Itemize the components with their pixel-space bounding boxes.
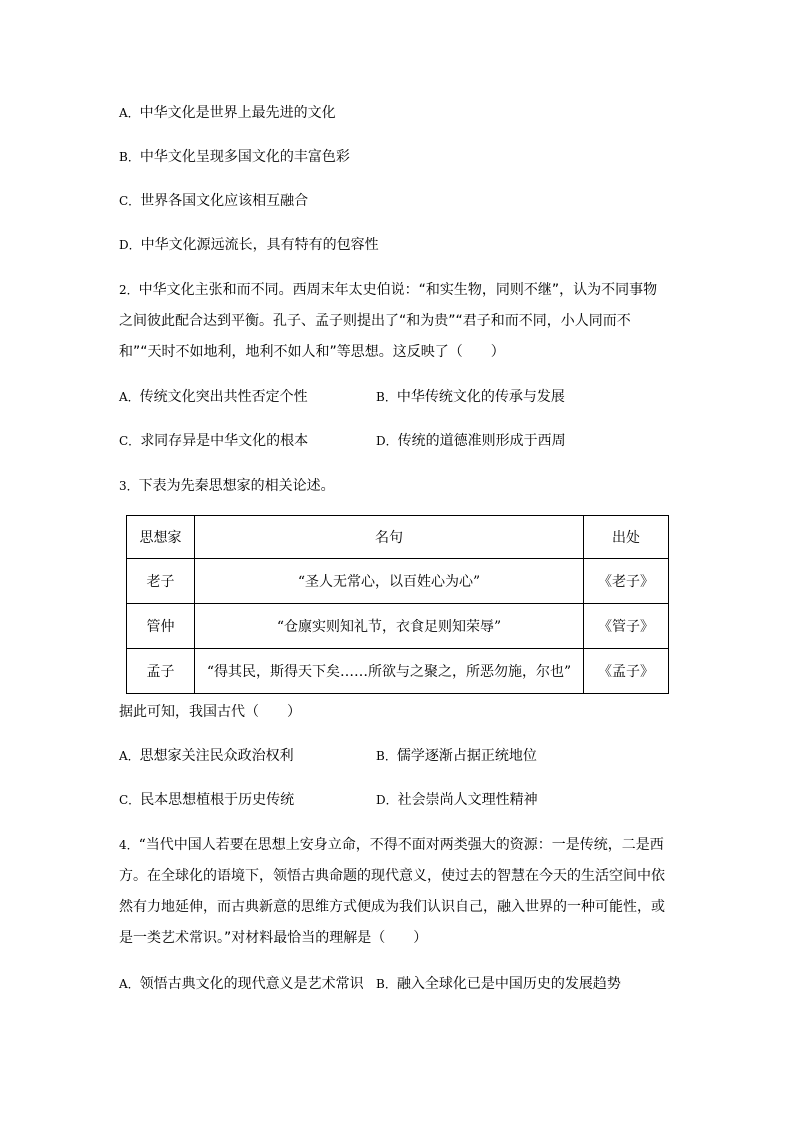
q1-option-a xyxy=(119,103,336,123)
option-letter: A． xyxy=(119,977,140,991)
q3-stem xyxy=(119,476,335,496)
q1-option-d xyxy=(119,235,379,255)
option-letter: B． xyxy=(376,390,397,404)
table-header-source: 出处 xyxy=(584,516,669,559)
option-letter: A． xyxy=(119,390,140,404)
option-text: 中华传统文化的传承与发展 xyxy=(396,389,565,405)
option-text: 融入全球化已是中国历史的发展趋势 xyxy=(396,976,621,992)
question-stem: “当代中国人若要在思想上安身立命，不得不面对两类强大的资源：一是传统，二是西 xyxy=(138,837,664,853)
thinker-cell: 孟子 xyxy=(127,649,195,694)
source-cell: 《老子》 xyxy=(584,559,669,604)
table-header-thinker: 思想家 xyxy=(127,516,195,559)
q3-option-a xyxy=(119,746,294,766)
option-text: 领悟古典文化的现代意义是艺术常识 xyxy=(139,976,364,992)
quote-cell: “圣人无常心，以百姓心为心” xyxy=(195,559,584,604)
option-text: 求同存异是中华文化的根本 xyxy=(140,433,309,449)
option-text: 传统的道德准则形成于西周 xyxy=(397,433,566,449)
thinkers-table xyxy=(126,515,669,694)
source-cell: 《孟子》 xyxy=(584,649,669,694)
q2-stem-line-2: 之间彼此配合达到平衡。孔子、孟子则提出了“和为贵”“君子和而不同，小人同而不 xyxy=(119,313,631,329)
question-stem: 下表为先秦思想家的相关论述。 xyxy=(138,478,335,494)
q2-option-b xyxy=(376,387,565,407)
option-letter: C． xyxy=(119,434,141,448)
q1-option-c xyxy=(119,191,308,211)
thinker-cell: 管仲 xyxy=(127,604,195,649)
quote-cell: “得其民，斯得天下矣……所欲与之聚之，所恶勿施，尔也” xyxy=(195,649,584,694)
q4-stem-line-1 xyxy=(119,835,664,855)
q4-stem-line-3: 然有力地延伸，而古典新意的思维方式便成为我们认识自己，融入世界的一种可能性，或 xyxy=(119,899,665,915)
option-text: 中华文化呈现多国文化的丰富色彩 xyxy=(139,149,350,165)
q1-option-b xyxy=(119,147,350,167)
option-text: 中华文化源远流长，具有特有的包容性 xyxy=(140,237,379,253)
q4-option-a xyxy=(119,974,364,994)
option-letter: D． xyxy=(119,238,141,252)
table-header-row xyxy=(127,516,669,559)
option-text: 儒学逐渐占据正统地位 xyxy=(396,748,537,764)
option-letter: D． xyxy=(376,434,398,448)
question-number: 3． xyxy=(119,479,139,493)
option-text: 思想家关注民众政治权利 xyxy=(139,748,294,764)
q2-option-c xyxy=(119,431,308,451)
q4-stem-line-2: 方。在全球化的语境下，领悟古典命题的现代意义，使过去的智慧在今天的生活空间中依 xyxy=(119,868,665,884)
q4-option-b xyxy=(376,974,621,994)
q2-option-a xyxy=(119,387,308,407)
option-letter: C． xyxy=(119,793,141,807)
thinker-cell: 老子 xyxy=(127,559,195,604)
option-letter: B． xyxy=(119,150,140,164)
q2-stem-line-3: 和”“天时不如地利，地利不如人和”等思想。这反映了（ ） xyxy=(119,344,505,360)
q3-after-table: 据此可知，我国古代（ ） xyxy=(119,704,301,720)
table-row xyxy=(127,559,669,604)
table-row xyxy=(127,649,669,694)
q2-option-d xyxy=(376,431,566,451)
table-header-quote: 名句 xyxy=(195,516,584,559)
option-text: 中华文化是世界上最先进的文化 xyxy=(139,105,336,121)
option-text: 社会崇尚人文理性精神 xyxy=(397,792,538,808)
quote-cell: “仓廪实则知礼节，衣食足则知荣辱” xyxy=(195,604,584,649)
q3-option-c xyxy=(119,790,294,810)
option-letter: C． xyxy=(119,194,141,208)
option-text: 世界各国文化应该相互融合 xyxy=(140,193,309,209)
option-letter: A． xyxy=(119,106,140,120)
q2-stem-line-1 xyxy=(119,280,657,300)
option-letter: A． xyxy=(119,749,140,763)
table-row xyxy=(127,604,669,649)
question-number: 2． xyxy=(119,283,139,297)
question-number: 4． xyxy=(119,838,139,852)
option-letter: D． xyxy=(376,793,398,807)
option-text: 传统文化突出共性否定个性 xyxy=(139,389,308,405)
option-text: 民本思想植根于历史传统 xyxy=(140,792,295,808)
source-cell: 《管子》 xyxy=(584,604,669,649)
option-letter: B． xyxy=(376,749,397,763)
q3-option-b xyxy=(376,746,537,766)
q4-stem-line-4: 是一类艺术常识。”对材料最恰当的理解是（ ） xyxy=(119,930,428,946)
question-stem: 中华文化主张和而不同。西周末年太史伯说：“和实生物，同则不继”，认为不同事物 xyxy=(138,282,658,298)
option-letter: B． xyxy=(376,977,397,991)
q3-option-d xyxy=(376,790,538,810)
